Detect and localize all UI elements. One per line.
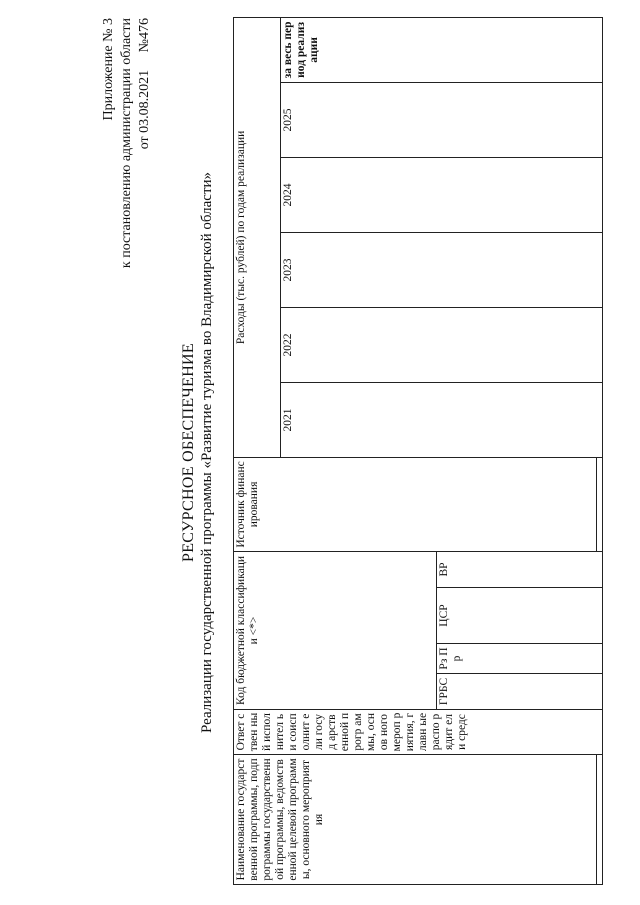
- header-budget-code: Код бюджетной классификации <*>: [234, 551, 437, 709]
- header-funding-source: Источник финансирования: [234, 457, 597, 551]
- header-year-2022: 2022: [281, 307, 603, 382]
- header-expenses: Расходы (тыс. рублей) по годам реализации: [234, 17, 281, 457]
- header-year-2025: 2025: [281, 82, 603, 157]
- cell-funding-source: [597, 457, 603, 551]
- header-row: [234, 17, 281, 884]
- resource-table: [233, 17, 603, 885]
- header-vr: ВР: [437, 551, 603, 587]
- header-rzpr: Рз П р: [437, 644, 603, 674]
- header-year-2024: 2024: [281, 157, 603, 232]
- header-total-period: за весь период реализации: [281, 17, 603, 82]
- header-year-2021: 2021: [281, 382, 603, 457]
- appendix-number: Приложение № 3: [101, 18, 116, 121]
- header-year-2023: 2023: [281, 232, 603, 307]
- document-title: РЕСУРСНОЕ ОБЕСПЕЧЕНИЕ: [180, 343, 197, 562]
- appendix-header: [100, 18, 154, 378]
- appendix-resolution: к постановлению администрации области: [119, 18, 134, 269]
- header-grbs: ГРБС: [437, 674, 603, 710]
- header-csr: ЦСР: [437, 588, 603, 644]
- appendix-date-number: от 03.08.2021 №476: [137, 18, 152, 150]
- header-responsible: Ответ ствен ный испол нител ь и соисп олнит ели госуд арств енной прогр аммы, основ ного мероп риятия, главн ые распо рядит ели средс: [234, 710, 603, 755]
- document-subtitle: Реализации государственной программы «Развитие туризма во Владимирской области»: [199, 171, 215, 734]
- header-program-name: Наименование государственной программы, подпрограммы государственной программы, ведомственной целевой программы, основного мероприятия: [234, 755, 597, 885]
- cell-program-name: [597, 755, 603, 885]
